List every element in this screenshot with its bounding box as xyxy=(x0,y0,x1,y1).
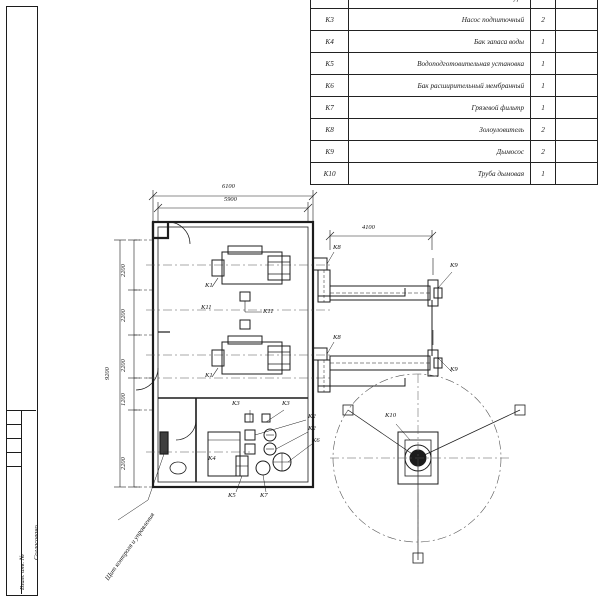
stamp-signature-label: Согласовано xyxy=(33,525,40,560)
callout-k3-b: K3 xyxy=(282,400,290,407)
callout-k6: K6 xyxy=(312,437,320,444)
dim-seg-3: 2200 xyxy=(120,359,127,372)
spec-qty: 1 xyxy=(531,75,556,97)
spec-position: K4 xyxy=(311,31,349,53)
spec-qty: 1 xyxy=(531,53,556,75)
spec-name: Водоподготовительная установка xyxy=(349,53,531,75)
dim-top-inner: 5900 xyxy=(224,196,237,203)
spec-name: Грязевой фильтр xyxy=(349,97,531,119)
callout-k7: K7 xyxy=(260,492,268,499)
spec-position: K6 xyxy=(311,75,349,97)
spec-name: Золоуловитель xyxy=(349,119,531,141)
spec-position: K10 xyxy=(311,163,349,185)
spec-qty: 1 xyxy=(531,163,556,185)
dim-seg-4: 1200 xyxy=(120,393,127,406)
spec-qty: 1 xyxy=(531,97,556,119)
dim-top-outer: 6100 xyxy=(222,183,235,190)
callout-k5: K5 xyxy=(228,492,236,499)
dim-right-4100: 4100 xyxy=(362,224,375,231)
callout-k9-top: K9 xyxy=(450,262,458,269)
callout-k10: K10 xyxy=(385,412,396,419)
spec-name: Бак расширительный мембранный xyxy=(349,75,531,97)
callout-k4: K4 xyxy=(208,455,216,462)
spec-position: K3 xyxy=(311,9,349,31)
spec-position: K8 xyxy=(311,119,349,141)
spec-position: K7 xyxy=(311,97,349,119)
spec-name: Дымосос xyxy=(349,141,531,163)
spec-name: Труба дымовая xyxy=(349,163,531,185)
callout-k2: K2 xyxy=(308,413,316,420)
control-panel-note: Щит контроля и управления xyxy=(104,511,157,583)
spec-name: Насос подпиточный xyxy=(349,9,531,31)
callout-k8-top: K8 xyxy=(333,244,341,251)
spec-qty: 2 xyxy=(531,9,556,31)
callout-k11: K11 xyxy=(263,308,274,315)
callout-k11-b: K11 xyxy=(201,304,212,311)
callout-k1-bottom: K1 xyxy=(205,372,213,379)
dim-seg-2: 2200 xyxy=(120,309,127,322)
spec-qty: 2 xyxy=(531,119,556,141)
dim-left-total: 9200 xyxy=(104,367,111,380)
spec-name: Бак запаса воды xyxy=(349,31,531,53)
callout-k8-bottom: K8 xyxy=(333,334,341,341)
spec-qty: 1 xyxy=(531,31,556,53)
spec-position: K9 xyxy=(311,141,349,163)
callout-k2-b: K2 xyxy=(308,425,316,432)
dim-seg-5: 2200 xyxy=(120,457,127,470)
dim-seg-1: 2200 xyxy=(120,264,127,277)
callout-k1-top: K1 xyxy=(205,282,213,289)
stamp-column-label: Взам. инв. № xyxy=(19,554,26,590)
spec-qty: 2 xyxy=(531,141,556,163)
callout-k9-bottom: K9 xyxy=(450,366,458,373)
callout-k3: K3 xyxy=(232,400,240,407)
spec-position: K5 xyxy=(311,53,349,75)
